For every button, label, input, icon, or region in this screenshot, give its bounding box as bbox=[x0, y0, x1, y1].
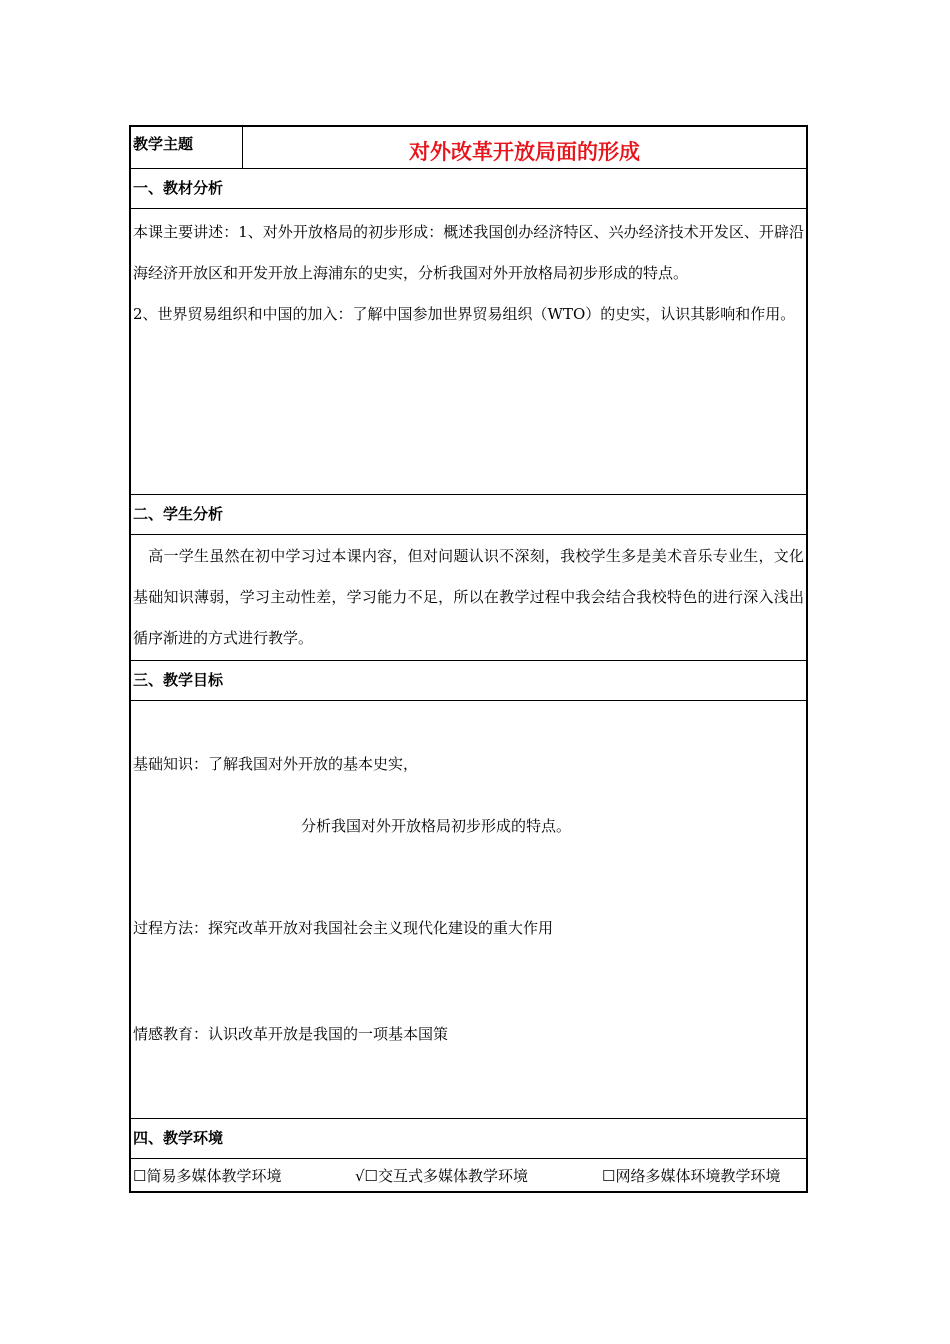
analysis-paragraph-1: 本课主要讲述：1、对外开放格局的初步形成：概述我国创办经济特区、兴办经济技术开发区、开辟沿海经济开放区和开发开放上海浦东的史实，分析我国对外开放格局初步形成的特点。 bbox=[133, 223, 804, 282]
env-option-network[interactable]: ☐网络多媒体环境教学环境 bbox=[602, 1167, 781, 1185]
goals-body bbox=[131, 701, 806, 1119]
students-paragraph: 高一学生虽然在初中学习过本课内容，但对问题认识不深刻，我校学生多是美术音乐专业生，文化基础知识薄弱，学习主动性差，学习能力不足，所以在教学过程中我会结合我校特色的进行深入浅出循序渐进的方式进行教学。 bbox=[133, 547, 804, 647]
topic-label: 教学主题 bbox=[131, 127, 243, 168]
section-heading-students: 二、学生分析 bbox=[131, 495, 806, 535]
goal-knowledge-continued: 分析我国对外开放格局初步形成的特点。 bbox=[301, 817, 572, 835]
goal-knowledge: 基础知识：了解我国对外开放的基本史实， bbox=[133, 755, 419, 773]
analysis-body bbox=[131, 209, 806, 495]
section-heading-goals: 三、教学目标 bbox=[131, 661, 806, 701]
section-heading-environment: 四、教学环境 bbox=[131, 1119, 806, 1159]
environment-options bbox=[131, 1159, 806, 1191]
goal-process: 过程方法：探究改革开放对我国社会主义现代化建设的重大作用 bbox=[133, 919, 554, 937]
title-row bbox=[131, 127, 806, 169]
env-option-simple[interactable]: ☐简易多媒体教学环境 bbox=[133, 1167, 282, 1185]
env-option-interactive[interactable]: √☐交互式多媒体教学环境 bbox=[355, 1167, 529, 1185]
students-body bbox=[131, 535, 806, 661]
lesson-plan-table bbox=[129, 125, 808, 1193]
section-heading-analysis: 一、教材分析 bbox=[131, 169, 806, 209]
analysis-paragraph-2: 2、世界贸易组织和中国的加入：了解中国参加世界贸易组织（WTO）的史实，认识其影响和作用。 bbox=[133, 305, 796, 323]
goal-emotion: 情感教育：认识改革开放是我国的一项基本国策 bbox=[133, 1025, 449, 1043]
lesson-title: 对外改革开放局面的形成 bbox=[409, 140, 640, 164]
